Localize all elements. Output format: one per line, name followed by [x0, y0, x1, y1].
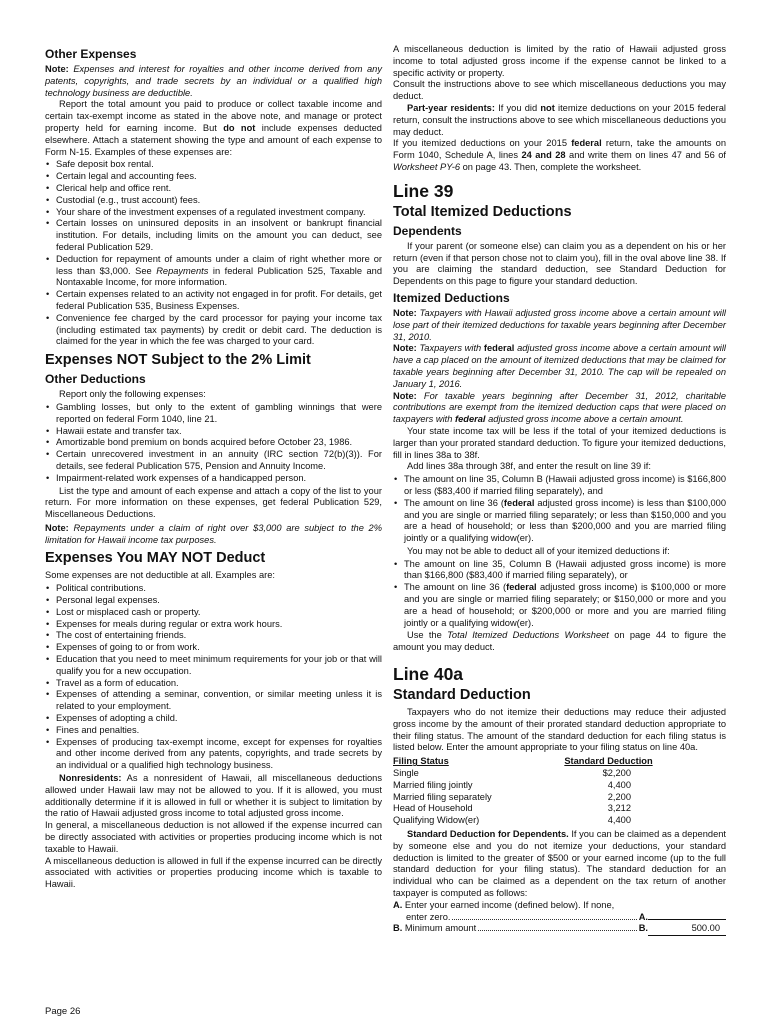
- line-a-field[interactable]: [648, 919, 726, 920]
- list-item: • The amount on line 35, Column B (Hawaii adjusted gross income) is more than $166,800 ($83,400 if married filing separately), or: [393, 559, 726, 583]
- list-item: • Amortizable bond premium on bonds acquired before October 23, 1986.: [45, 437, 382, 449]
- list-item: • The amount on line 36 (federal adjusted gross income) is $100,000 or more and you are single or married filing separately; or $150,000 or more and you are a head of household; or $200,000 or more and you are married filing jointly or a qualifying widow(er).: [393, 582, 726, 629]
- nonresidents-paragraph-3: A miscellaneous deduction is allowed in full if the expense incurred can be directly associated with activities or properties producing income which is taxable to Hawaii.: [45, 855, 382, 890]
- other-expenses-list: [45, 159, 382, 348]
- other-expenses-paragraph: Report the total amount you paid to produce or collect taxable income and certain tax-exempt income as stated in the above note, and manage or protect property held for earning income. But do not include expenses deducted elsewhere. Attach a statement showing the type and amount of each expense to Form N-15. Examples of these expenses are:: [45, 99, 382, 157]
- list-item: • Clerical help and office rent.: [45, 183, 382, 195]
- itemized-paragraph-2: Add lines 38a through 38f, and enter the result on line 39 if:: [407, 461, 651, 472]
- line-39-heading: Line 39: [393, 180, 454, 201]
- list-item: • Fines and penalties.: [45, 725, 382, 737]
- list-item: • The cost of entertaining friends.: [45, 630, 382, 642]
- consult-paragraph: Consult the instructions above to see which miscellaneous deductions you may deduct.: [393, 79, 726, 102]
- not-subject-heading: Expenses NOT Subject to the 2% Limit: [45, 352, 311, 369]
- standard-deduction-heading: Standard Deduction: [393, 687, 531, 704]
- table-header: Filing Status Standard Deduction: [393, 756, 653, 767]
- other-deductions-heading: Other Deductions: [45, 372, 146, 387]
- line-40a-heading: Line 40a: [393, 664, 464, 685]
- list-item: • Expenses of going to or from work.: [45, 642, 382, 654]
- list-item: • Expenses of adopting a child.: [45, 713, 382, 725]
- list-item: • Travel as a form of education.: [45, 678, 382, 690]
- list-item: • The amount on line 36 (federal adjusted gross income) is less than $100,000 and you are single or married filing separately; or less than $150,000 and you are a head of household; or less than $200,000 and you are married filing jointly or a qualifying widow(er).: [393, 498, 726, 545]
- itemized-note-3: Note: For taxable years beginning after December 31, 2012, charitable contributions are exempt from the itemized deduction caps that were placed on taxpayers with federal adjusted gross income above a certain amount.: [393, 390, 726, 425]
- list-item: • Your share of the investment expenses of a regulated investment company.: [45, 207, 382, 219]
- line-b-value: 500.00: [648, 923, 726, 936]
- itemized-list-2: [393, 559, 726, 630]
- list-item: • Impairment-related work expenses of a handicapped person.: [45, 473, 382, 485]
- part-year-paragraph: Part-year residents: If you did not itemize deductions on your 2015 federal return, consult the instructions above to see which miscellaneous deductions you may deduct.: [393, 102, 726, 137]
- worksheet-line-b: B. Minimum amount B. 500.00: [393, 923, 726, 936]
- table-row: Head of Household 3,212: [393, 803, 631, 814]
- list-item: • Expenses for meals during regular or extra work hours.: [45, 619, 382, 631]
- list-item: • Custodial (e.g., trust account) fees.: [45, 195, 382, 207]
- list-item: • Personal legal expenses.: [45, 595, 382, 607]
- misc-limit-paragraph: A miscellaneous deduction is limited by the ratio of Hawaii adjusted gross income to total adjusted gross income if the expense cannot be linked to a specific activity or property.: [393, 44, 726, 78]
- list-item: • Safe deposit box rental.: [45, 159, 382, 171]
- itemized-paragraph-3: You may not be able to deduct all of your itemized deductions if:: [407, 545, 670, 556]
- nonresidents-paragraph: Nonresidents: As a nonresident of Hawaii, all miscellaneous deductions allowed under Hawaii law may not be allowed to you. If it is allowed, you must additionally determine if it is allowed in full or whether it is subject to limitation by the ratio of Hawaii adjusted gross income to total adjusted gross income.: [45, 773, 382, 819]
- list-item: • Certain expenses related to an activity not engaged in for profit. For details, get federal Publication 535, Business Expenses.: [45, 289, 382, 313]
- not-subject-list: [45, 402, 382, 485]
- table-row: Married filing jointly 4,400: [393, 779, 631, 790]
- other-expenses-heading: Other Expenses: [45, 47, 137, 61]
- itemized-deductions-heading: Itemized Deductions: [393, 290, 510, 305]
- table-row: Single $2,200: [393, 768, 631, 779]
- list-item: • Expenses of producing tax-exempt income, except for expenses for royalties and other income derived from any patents, copyrights, and trade secrets by an individual or a qualified high technology business.: [45, 737, 382, 772]
- may-not-list: [45, 583, 382, 772]
- list-item: • Certain legal and accounting fees.: [45, 171, 382, 183]
- dependents-standard-paragraph: Standard Deduction for Dependents. If you can be claimed as a dependent by someone else and you do not itemize your deductions, your standard deduction is limited to the greater of $500 or your earned income (up to the full standard deduction for your filing status). The standard deduction for an individual who can be claimed as a dependent on the tax return of another taxpayer is computed as follows:: [393, 829, 726, 899]
- left-column: [45, 44, 382, 891]
- itemized-list-1: [393, 474, 726, 545]
- may-not-deduct-heading: Expenses You MAY NOT Deduct: [45, 550, 266, 567]
- table-row: Married filing separately 2,200: [393, 791, 631, 802]
- other-expenses-note: Note: Expenses and interest for royalties and other income derived from any patents, copyrights, and trade secrets by an individual or a qualified high technology business are deductible.: [45, 64, 382, 98]
- standard-deduction-paragraph: Taxpayers who do not itemize their deductions may reduce their adjusted gross income by the amount of their prorated standard deduction appropriate to their filing status. The amount of the standard deduction for each filing status is listed below. Enter the amount appropriate to your filing status on line 40a.: [393, 707, 726, 753]
- may-not-intro: Some expenses are not deductible at all. Examples are:: [45, 570, 275, 581]
- itemized-paragraph-4: Use the Total Itemized Deductions Worksheet on page 44 to figure the amount you may deduct.: [393, 630, 727, 653]
- list-item: • Education that you need to meet minimum requirements for your job or that will qualify you for a new occupation.: [45, 654, 382, 678]
- list-item: • Convenience fee charged by the card processor for paying your income tax (including estimated tax payments) by credit or debit card. The deduction is claimed for the year in which the fee was charged to your card.: [45, 313, 382, 348]
- not-subject-paragraph: List the type and amount of each expense and attach a copy of the list to your return. For more information on these expenses, get federal Publication 529, Miscellaneous Deductions.: [45, 485, 382, 520]
- total-itemized-heading: Total Itemized Deductions: [393, 203, 572, 220]
- list-item: • The amount on line 35, Column B (Hawaii adjusted gross income) is $166,800 or less ($83,400 if married filing separately), and: [393, 474, 726, 498]
- itemized-paragraph-1: Your state income tax will be less if the total of your itemized deductions is larger than your prorated standard deduction. To figure your itemized deductions, fill in lines 38a to 38f.: [393, 425, 726, 460]
- list-item: • Certain losses on uninsured deposits in an insolvent or bankrupt financial institution. For details, including limits on the amount you can deduct, see federal Publication 529.: [45, 218, 382, 253]
- list-item: • Hawaii estate and transfer tax.: [45, 426, 382, 438]
- right-column: [393, 44, 726, 936]
- list-item: • Certain unrecovered investment in an annuity (IRC section 72(b)(3)). For details, see federal Publication 575, Pension and Annuity Income.: [45, 449, 382, 473]
- list-item: • Lost or misplaced cash or property.: [45, 607, 382, 619]
- page-number: Page 26: [45, 1006, 81, 1017]
- list-item: • Gambling losses, but only to the extent of gambling winnings that were reported on federal Form 1040, line 21.: [45, 402, 382, 426]
- not-subject-intro: Report only the following expenses:: [59, 389, 206, 400]
- list-item: • Political contributions.: [45, 583, 382, 595]
- itemized-note-1: Note: Taxpayers with Hawaii adjusted gross income above a certain amount will lose part of their itemized deductions for taxable years beginning after December 31, 2010.: [393, 307, 726, 342]
- list-item: • Deduction for repayment of amounts under a claim of right whether more or less than $3,000. See Repayments in federal Publication 525, Taxable and Nontaxable Income, for more information.: [45, 254, 382, 289]
- not-subject-note: Note: Repayments under a claim of right over $3,000 are subject to the 2% limitation for Hawaii income tax purposes.: [45, 522, 382, 545]
- itemized-federal-paragraph: If you itemized deductions on your 2015 federal return, take the amounts on Form 1040, Schedule A, lines 24 and 28 and write them on lines 47 and 56 of Worksheet PY-6 on page 43. Then, complete the worksheet.: [393, 138, 727, 172]
- table-row: Qualifying Widow(er) 4,400: [393, 815, 631, 826]
- dependents-heading: Dependents: [393, 223, 462, 238]
- nonresidents-paragraph-2: In general, a miscellaneous deduction is not allowed if the expense incurred can be directly associated with activities or properties producing income which is not taxable to Hawaii.: [45, 820, 382, 854]
- worksheet-line-a: A. Enter your earned income (defined below). If none, enter zero. A.: [393, 900, 726, 924]
- itemized-note-2: Note: Taxpayers with federal adjusted gross income above a certain amount will have a cap placed on the amount of itemized deductions that may be claimed for taxable years beginning after December 31, 2010. The cap will be repealed on January 1, 2016.: [393, 343, 726, 389]
- filing-status-table: [393, 756, 726, 827]
- list-item: • Expenses of attending a seminar, convention, or similar meeting unless it is related to your employment.: [45, 689, 382, 713]
- dependents-paragraph: If your parent (or someone else) can claim you as a dependent on his or her return (even if that person chose not to claim you), fill in the oval above line 38. If you are claiming the standard deduction, see Standard Deduction for Dependents on this page to figure your standard deduction.: [393, 240, 726, 287]
